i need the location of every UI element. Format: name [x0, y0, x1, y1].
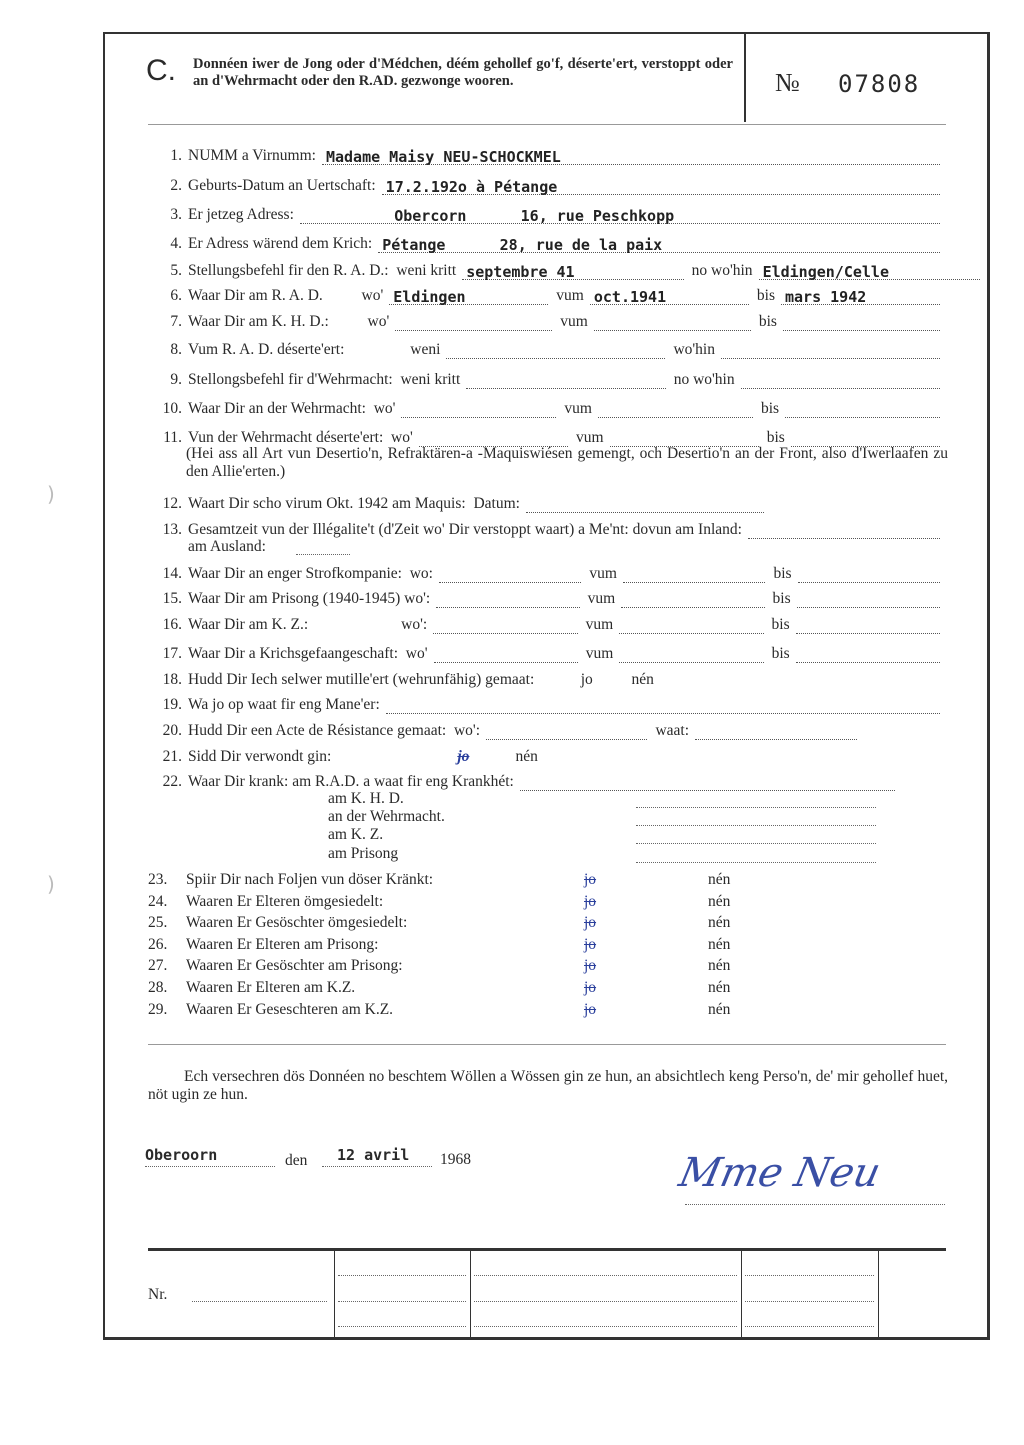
form-row-3 [148, 204, 948, 224]
jo-option-crossed[interactable]: jo [584, 892, 597, 910]
field-label: no wo'hin [691, 262, 753, 279]
footer-rule [148, 1248, 946, 1251]
nen-option[interactable]: nén [708, 871, 731, 888]
row-number: 12. [162, 495, 182, 512]
row-22-sub-field[interactable] [636, 806, 876, 808]
field-label: Waaren Er Elteren am K.Z. [186, 979, 356, 996]
nen-option[interactable]: nén [708, 979, 731, 996]
field-input[interactable] [741, 372, 940, 389]
row-number: 6. [170, 287, 182, 304]
field-input[interactable] [590, 288, 749, 305]
punch-mark: ) [47, 872, 55, 896]
form-row-16 [148, 614, 948, 634]
field-input[interactable] [486, 723, 647, 740]
row-number: 3. [170, 206, 182, 223]
field-label: Sidd Dir verwondt gin: [188, 748, 332, 765]
form-row-5 [148, 260, 988, 280]
field-label: vum [587, 590, 616, 607]
field-label: wo'hin [673, 341, 715, 358]
field-input[interactable] [621, 591, 764, 608]
field-label: Geburts-Datum an Uertschaft: [188, 177, 376, 194]
row-number: 17. [162, 645, 182, 662]
jo-option-crossed[interactable]: jo [584, 1000, 597, 1018]
form-row-14 [148, 563, 948, 583]
typed-value: oct.1941 [593, 288, 667, 306]
footer-cell-field[interactable] [338, 1325, 466, 1327]
section-title: Donnéen iwer de Jong oder d'Médchen, déém gehollef go'f, déserte'ert, verstoppt oder an d'Wehrmacht oder den R.AD. gezwonge wooren. [193, 56, 733, 89]
field-input[interactable] [389, 288, 548, 305]
section-letter: C. [146, 54, 176, 87]
field-input[interactable] [781, 288, 940, 305]
row-11-note: (Hei ass all Art vun Desertio'n, Refraktären-a -Maquiswiésen gemengt, och Desertio'n an der Front, also d'Iwerlaafen zu den Allie'erten.) [186, 445, 948, 480]
field-input[interactable] [797, 591, 940, 608]
rule [148, 1044, 946, 1045]
form-row-8 [148, 339, 948, 359]
row-number: 28. [148, 979, 168, 996]
field-input[interactable] [395, 314, 552, 331]
row-number: 11. [163, 429, 182, 446]
field-label [865, 722, 949, 740]
row-number: 5. [170, 262, 182, 279]
field-label [772, 495, 949, 513]
field-label: bis [758, 313, 777, 330]
field-label: Waar Dir am Prisong (1940-1945) wo': [188, 590, 431, 607]
field-label: Er jetzeg Adress: [188, 206, 294, 223]
header-divider [744, 34, 746, 122]
field-input[interactable] [619, 646, 763, 663]
field-label: bis [760, 400, 780, 417]
field-label: Stellungsbefehl fir den R. A. D.: weni kritt [188, 262, 457, 279]
field-label: vum [556, 287, 584, 304]
field-label: bis [771, 616, 790, 633]
row-22-sub-label: am K. H. D. [328, 790, 404, 807]
field-input[interactable] [695, 723, 856, 740]
field-input[interactable] [796, 617, 940, 634]
nen-option[interactable]: nén [708, 935, 731, 953]
form-row-2 [148, 175, 948, 195]
field-label: vum [585, 645, 614, 662]
row-number: 15. [162, 590, 182, 607]
row-number: 23. [148, 871, 168, 888]
field-input[interactable] [520, 774, 895, 791]
form-row-20 [148, 720, 948, 740]
field-label: vum [589, 565, 617, 582]
field-input[interactable] [436, 591, 579, 608]
col-divider [334, 1250, 335, 1340]
row-number: 14. [162, 565, 182, 582]
col-divider [878, 1250, 879, 1340]
field-label: no wo'hin [673, 371, 735, 388]
field-input[interactable] [378, 236, 940, 253]
typed-value: Pétange 28, rue de la paix [382, 236, 663, 254]
row-number: 22. [162, 773, 182, 790]
row-number: 25. [148, 914, 168, 932]
year: 1968 [440, 1151, 471, 1168]
field-input[interactable] [446, 342, 665, 359]
field-label: bis [771, 645, 790, 662]
field-label: Vun der Wehrmacht déserte'ert: wo' [188, 429, 413, 446]
form-row-15 [148, 588, 948, 608]
footer-cell-field[interactable] [474, 1274, 737, 1276]
field-label: waat: [655, 722, 690, 739]
jo-option-crossed[interactable]: jo [584, 935, 597, 953]
field-input[interactable] [759, 263, 980, 280]
jo-option-crossed[interactable]: jo [584, 957, 597, 975]
row-13-ausland: am Ausland: [188, 538, 266, 555]
field-input[interactable] [785, 401, 940, 418]
field-label: bis [766, 429, 785, 446]
signature-line [685, 1203, 945, 1205]
row-number: 1. [170, 147, 182, 164]
form-row-1 [148, 145, 948, 165]
row-number: 7. [170, 313, 182, 330]
jo-option-crossed[interactable]: jo [584, 979, 597, 996]
field-input[interactable] [526, 496, 764, 513]
form-row-10 [148, 398, 948, 418]
row-number: 2. [170, 177, 182, 194]
field-input[interactable] [434, 646, 578, 663]
col-divider [741, 1250, 742, 1340]
field-input[interactable] [721, 342, 940, 359]
field-label: Waar Dir am K. Z.: wo': [188, 616, 428, 633]
typed-value: Eldingen/Celle [762, 263, 889, 281]
nr-label: Nr. [148, 1286, 168, 1303]
row-number: 29. [148, 1000, 168, 1018]
field-label [903, 773, 948, 791]
form-row-9 [148, 369, 948, 389]
row-number: 13. [162, 521, 182, 538]
typed-value: Madame Maisy NEU-SCHOCKMEL [325, 148, 561, 166]
typed-value: mars 1942 [784, 288, 867, 306]
footer-cell-field[interactable] [745, 1325, 874, 1327]
field-label: Waart Dir scho virum Okt. 1942 am Maquis: Datum: [188, 495, 520, 512]
jo-option-crossed[interactable]: jo [584, 871, 597, 888]
field-label: Waaren Er Geseschteren am K.Z. [186, 1000, 394, 1018]
row-number: 26. [148, 935, 168, 953]
field-label: Waar Dir am R. A. D. wo' [188, 287, 384, 304]
field-label: Gesamtzeit vun der Illégalite't (d'Zeit wo' Dir verstoppt waart) a Me'nt: dovun am Inland: [188, 521, 742, 538]
field-input[interactable] [783, 314, 940, 331]
footer-cell-field[interactable] [745, 1274, 874, 1276]
row-number: 21. [162, 748, 182, 765]
field-label: Waaren Er Gesöschter am Prisong: [186, 957, 403, 975]
den-label: den [285, 1152, 308, 1169]
row-number: 27. [148, 957, 168, 975]
row-number: 19. [162, 696, 182, 713]
row-number: 8. [170, 341, 182, 358]
date-field [322, 1165, 432, 1167]
typed-value: Obercorn 16, rue Peschkopp [303, 207, 675, 225]
row-number: 4. [170, 235, 182, 252]
field-input[interactable] [322, 148, 940, 165]
footer-cell-field[interactable] [474, 1300, 737, 1302]
form-row-22 [148, 771, 948, 791]
field-input[interactable] [594, 314, 751, 331]
field-input[interactable] [382, 178, 940, 195]
form-row-18 [148, 669, 948, 689]
place-value[interactable]: Oberoorn [145, 1146, 218, 1164]
date-value[interactable]: 12 avril [337, 1146, 410, 1164]
form-row-21 [148, 746, 948, 766]
row-22-sub-label: an der Wehrmacht. [328, 808, 445, 825]
field-label: Waar Dir an enger Strofkompanie: wo: [188, 565, 433, 582]
row-number: 20. [162, 722, 182, 739]
field-label: Waar Dir an der Wehrmacht: wo' [188, 400, 396, 417]
field-label: vum [585, 616, 614, 633]
field-label: bis [772, 590, 791, 607]
nen-option[interactable]: nén [708, 1000, 731, 1018]
row-number: 10. [162, 400, 182, 417]
field-input[interactable] [798, 566, 940, 583]
signature: Mme Neu [675, 1150, 885, 1196]
field-input[interactable] [598, 401, 753, 418]
row-22-sub-field[interactable] [636, 824, 876, 826]
typed-value: Eldingen [393, 288, 466, 306]
field-input[interactable] [401, 401, 556, 418]
form-number: 07808 [838, 70, 921, 98]
header-rule [148, 124, 946, 125]
nr-field[interactable] [192, 1300, 327, 1302]
row-number: 9. [170, 371, 182, 388]
field-input[interactable] [619, 617, 763, 634]
field-label: Er Adress wärend dem Krich: [188, 235, 373, 252]
field-input[interactable] [439, 566, 581, 583]
row-22-sub-label: am K. Z. [328, 826, 384, 843]
form-row-13 [148, 519, 948, 539]
field-label: Vum R. A. D. déserte'ert: weni [188, 341, 441, 358]
field-label: Waar Dir krank: am R.A.D. a waat fir eng Krankhét: [188, 773, 514, 790]
form-row-19 [148, 694, 948, 714]
form-row-12 [148, 493, 948, 513]
footer-cell-field[interactable] [745, 1300, 874, 1302]
field-input[interactable] [433, 617, 577, 634]
field-input[interactable] [623, 566, 765, 583]
row-22-sub-field[interactable] [636, 842, 876, 844]
field-label: Spiir Dir nach Foljen vun döser Kränkt: [186, 871, 434, 888]
field-input[interactable] [386, 697, 940, 714]
field-label: nén [515, 748, 538, 765]
field-input[interactable] [300, 207, 940, 224]
form-row-6 [148, 285, 948, 305]
field-label: Waaren Er Elteren am Prisong: [186, 935, 379, 953]
field-label: Hudd Dir Iech selwer mutille'ert (wehrunfähig) gemaat: jo nén [188, 671, 654, 688]
nen-option[interactable]: nén [708, 914, 731, 932]
form-row-11 [148, 427, 948, 447]
field-label: vum [560, 313, 588, 330]
row-number: 18. [162, 671, 182, 688]
jo-option-crossed[interactable]: jo [457, 748, 470, 765]
ausland-field[interactable] [296, 553, 350, 555]
field-label: Waar Dir a Krichsgefaangeschaft: wo' [188, 645, 428, 662]
field-label: vum [564, 400, 592, 417]
footer-cell-field[interactable] [338, 1274, 466, 1276]
field-input[interactable] [796, 646, 940, 663]
number-symbol: № [775, 68, 800, 97]
row-22-sub-label: am Prisong [328, 845, 399, 862]
form-row-17 [148, 643, 948, 663]
footer-cell-field[interactable] [338, 1300, 466, 1302]
field-label: bis [773, 565, 792, 582]
nen-option[interactable]: nén [708, 892, 731, 910]
form-row-4 [148, 233, 948, 253]
row-number: 24. [148, 892, 168, 910]
field-label: vum [575, 429, 604, 446]
field-label: bis [756, 287, 775, 304]
field-label: Waar Dir am K. H. D.: wo' [188, 313, 390, 330]
form-row-7 [148, 311, 948, 331]
field-input[interactable] [748, 522, 940, 539]
field-input[interactable] [462, 263, 683, 280]
typed-value: 17.2.192o à Pétange [385, 178, 558, 196]
declaration: Ech versechren dös Donnéen no beschtem Wöllen a Wössen gin ze hun, an absichtlech keng Perso'n, de' mir gehollef huet, nöt ugin ze hun. [148, 1068, 948, 1103]
row-22-sub-field[interactable] [636, 861, 876, 863]
punch-mark: ) [47, 482, 55, 506]
footer-cell-field[interactable] [474, 1325, 737, 1327]
field-label: NUMM a Virnumm: [188, 147, 316, 164]
field-label: Stellongsbefehl fir d'Wehrmacht: weni kritt [188, 371, 461, 388]
row-number: 16. [162, 616, 182, 633]
place-field [145, 1165, 275, 1167]
col-divider [470, 1250, 471, 1340]
field-label: Wa jo op waat fir eng Mane'er: [188, 696, 380, 713]
nen-option[interactable]: nén [708, 957, 731, 975]
typed-value: septembre 41 [466, 263, 575, 281]
jo-option-crossed[interactable]: jo [584, 914, 597, 932]
field-label: Waaren Er Gesöschter ömgesiedelt: [186, 914, 408, 932]
field-label: Waaren Er Elteren ömgesiedelt: [186, 892, 384, 910]
field-input[interactable] [466, 372, 665, 389]
field-label: Hudd Dir een Acte de Résistance gemaat: wo': [188, 722, 481, 739]
